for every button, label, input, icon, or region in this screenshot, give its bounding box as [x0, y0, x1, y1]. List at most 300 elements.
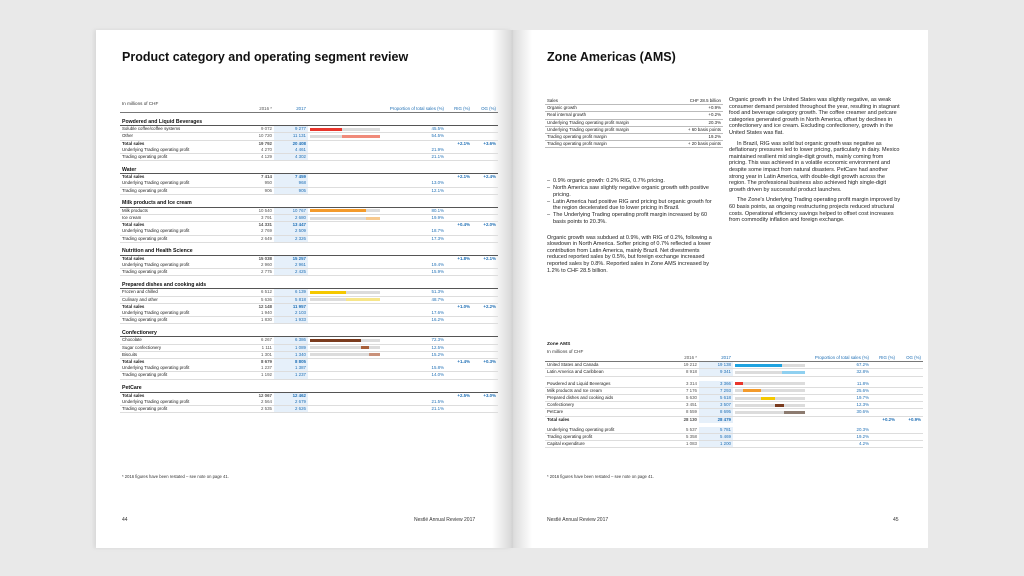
table-row	[120, 372, 498, 379]
og-value	[897, 381, 923, 388]
value-2016: 1 083	[665, 441, 699, 448]
value-2016: 2 960	[240, 262, 274, 269]
row-label: Total sales	[120, 392, 240, 399]
kpi-row	[545, 134, 723, 141]
row-label: Powdered and Liquid Beverages	[545, 381, 665, 388]
row-label: Total sales	[120, 255, 240, 262]
share-percent: 21.1%	[420, 154, 446, 161]
value-2016: 19 212	[665, 362, 699, 369]
value-2017: 2 425	[274, 269, 308, 276]
table-row	[545, 369, 923, 376]
header-2016: 2016 *	[665, 355, 699, 362]
share-bar-cell	[308, 140, 420, 147]
row-label: Other	[120, 133, 240, 140]
share-bar-cell	[308, 180, 420, 187]
running-footer-right: Nestlé Annual Review 2017	[547, 517, 609, 523]
row-label: Trading operating profit	[120, 235, 240, 242]
value-2017: 3 366	[699, 381, 733, 388]
row-label: Ice cream	[120, 215, 240, 222]
table-row	[545, 402, 923, 409]
kpi-label: Underlying Trading operating profit margin	[545, 126, 649, 133]
highlight-item: – 0.9% organic growth: 0.2% RIG, 0.7% pricing.	[547, 178, 717, 185]
value-2016: 7 414	[240, 174, 274, 181]
og-value	[472, 289, 498, 296]
share-bar-fill	[775, 404, 784, 407]
share-bar-cell	[308, 317, 420, 324]
value-2017: 9 277	[274, 126, 308, 133]
table-row	[545, 427, 923, 434]
share-bar-cell	[733, 409, 845, 416]
kpi-row	[545, 141, 723, 148]
value-2016: 6 267	[240, 337, 274, 344]
page-title-right: Zone Americas (AMS)	[547, 50, 676, 64]
og-value	[897, 434, 923, 441]
section-header	[120, 161, 498, 174]
share-percent: 72.3%	[420, 337, 446, 344]
paragraph-brazil: In Brazil, RIG was solid but organic growth was negative as deflationary pressures led to lower pricing, particularly in dairy. Mexico maintained resilient mid single-digit growth, mainly coming from pricing. This was achieved in a volatile economic environment and despite some impact from natural disasters. PetCare had another strong year in Latin America, with double-digit growth across the region. The professional business also achieved high single-digit growth driven by successful product launches.	[729, 140, 900, 193]
share-percent: 32.8%	[845, 369, 871, 376]
row-label: Trading operating profit	[120, 187, 240, 194]
share-bar-cell	[308, 187, 420, 194]
table-row	[120, 133, 498, 140]
value-2016: 2 769	[240, 228, 274, 235]
rig-value: +1.0%	[446, 303, 472, 310]
header-2016: 2016 *	[240, 106, 274, 113]
row-label: Underlying Trading operating profit	[120, 262, 240, 269]
share-percent: 11.8%	[845, 381, 871, 388]
highlight-item: – Latin America had positive RIG and pricing but organic growth for the region decelerated due to lower pricing in Brazil.	[547, 199, 717, 212]
table-row	[120, 296, 498, 303]
share-percent: 18.7%	[420, 228, 446, 235]
og-value	[897, 427, 923, 434]
rig-value: +2.5%	[446, 392, 472, 399]
share-bar-track	[735, 382, 805, 385]
row-label: United States and Canada	[545, 362, 665, 369]
value-2017: 5 781	[699, 427, 733, 434]
table-row	[120, 207, 498, 214]
value-2017: 15 257	[274, 255, 308, 262]
share-percent: 21.1%	[420, 406, 446, 413]
kpi-label: Trading operating profit margin	[545, 134, 649, 141]
row-label: Trading operating profit	[120, 406, 240, 413]
value-2017: 2 509	[274, 228, 308, 235]
table-row	[545, 409, 923, 416]
table-row	[120, 126, 498, 133]
share-bar-cell	[733, 387, 845, 394]
rig-value	[871, 427, 897, 434]
section-title: Nutrition and Health Science	[120, 242, 498, 255]
rig-value	[871, 362, 897, 369]
row-label: Milk products and Ice cream	[545, 387, 665, 394]
share-bar-cell	[733, 395, 845, 402]
share-bar-cell	[733, 362, 845, 369]
value-2017: 2 626	[274, 406, 308, 413]
og-value: +2.2%	[472, 303, 498, 310]
value-2017: 8 695	[699, 409, 733, 416]
kpi-value: +0.9%	[649, 105, 723, 112]
kpi-row	[545, 126, 723, 133]
share-bar-fill	[310, 339, 361, 342]
share-bar-cell	[308, 303, 420, 310]
rig-value	[446, 289, 472, 296]
row-label: Underlying Trading operating profit	[120, 365, 240, 372]
row-label: Total sales	[120, 303, 240, 310]
share-bar-fill	[735, 382, 743, 385]
table-row	[545, 395, 923, 402]
share-bar-cell	[308, 126, 420, 133]
share-bar-fill	[361, 346, 370, 349]
rig-value: +1.4%	[446, 359, 472, 366]
section-header	[120, 194, 498, 207]
section-header	[120, 113, 498, 126]
total-row	[120, 255, 498, 262]
og-value	[897, 441, 923, 448]
og-value	[472, 372, 498, 379]
og-value	[472, 365, 498, 372]
table-row	[120, 351, 498, 358]
value-2016: 4 129	[240, 154, 274, 161]
rig-value	[446, 262, 472, 269]
share-bar-fill	[310, 128, 342, 131]
kpi-value: CHF 28.5 billion	[649, 98, 723, 105]
share-percent: 20.3%	[845, 427, 871, 434]
table-header-row	[545, 355, 923, 362]
value-2016: 12 148	[240, 303, 274, 310]
share-bar-cell	[308, 337, 420, 344]
share-bar-cell	[733, 416, 845, 423]
share-bar-fill	[784, 411, 805, 414]
table-row	[120, 147, 498, 154]
value-2017: 2 679	[274, 399, 308, 406]
value-2016: 19 792	[240, 140, 274, 147]
table-row	[120, 289, 498, 296]
rig-value	[446, 126, 472, 133]
value-2017: 5 818	[274, 296, 308, 303]
share-percent	[420, 174, 446, 181]
rig-value	[446, 147, 472, 154]
header-2017: 2017	[699, 355, 733, 362]
rig-value: +2.1%	[446, 174, 472, 181]
share-percent: 12.3%	[845, 402, 871, 409]
value-2016: 2 649	[240, 235, 274, 242]
value-2016: 8 918	[665, 369, 699, 376]
value-2017: 968	[274, 180, 308, 187]
share-percent: 21.5%	[420, 399, 446, 406]
share-bar-track	[310, 346, 380, 349]
value-2016: 4 270	[240, 147, 274, 154]
row-label: Underlying Trading operating profit	[120, 228, 240, 235]
highlights-list	[547, 178, 717, 226]
share-bar-cell	[308, 262, 420, 269]
kpi-row	[545, 105, 723, 112]
share-bar-cell	[308, 399, 420, 406]
value-2016: 10 540	[240, 207, 274, 214]
share-bar-fill	[761, 397, 775, 400]
value-2017: 4 302	[274, 154, 308, 161]
share-percent	[420, 140, 446, 147]
value-2017: 7 459	[274, 174, 308, 181]
total-row	[120, 303, 498, 310]
og-value	[472, 215, 498, 222]
value-2017: 2 103	[274, 310, 308, 317]
value-2017: 12 462	[274, 392, 308, 399]
og-value	[472, 187, 498, 194]
total-row	[545, 416, 923, 423]
rig-value	[871, 441, 897, 448]
og-value: +2.1%	[472, 255, 498, 262]
value-2016: 15 038	[240, 255, 274, 262]
rig-value	[446, 310, 472, 317]
og-value: +0.9%	[897, 416, 923, 423]
share-bar-cell	[308, 392, 420, 399]
rig-value	[446, 215, 472, 222]
header-og: OG (%)	[897, 355, 923, 362]
product-category-table	[120, 106, 498, 413]
rig-value	[446, 180, 472, 187]
row-label: Underlying Trading operating profit	[545, 427, 665, 434]
kpi-value: +0.2%	[649, 112, 723, 119]
unit-label-left: In millions of CHF	[122, 101, 159, 106]
running-footer-left: Nestlé Annual Review 2017	[414, 517, 476, 523]
rig-value	[871, 381, 897, 388]
share-bar-cell	[308, 222, 420, 229]
table-row	[120, 269, 498, 276]
value-2016: 906	[240, 187, 274, 194]
kpi-value: + 20 basis points	[649, 141, 723, 148]
rig-value: +0.4%	[446, 222, 472, 229]
share-percent: 15.2%	[420, 351, 446, 358]
share-percent: 19.4%	[420, 262, 446, 269]
og-value	[897, 387, 923, 394]
row-label: Total sales	[545, 416, 665, 423]
share-percent	[420, 255, 446, 262]
share-bar-cell	[733, 369, 845, 376]
page-number-right: 45	[893, 517, 899, 523]
header-rig: RIG (%)	[871, 355, 897, 362]
kpi-row	[545, 112, 723, 119]
share-bar-cell	[733, 441, 845, 448]
total-row	[120, 222, 498, 229]
highlight-item: – The Underlying Trading operating profit margin increased by 60 basis points to 20.3%.	[547, 212, 717, 225]
share-percent	[420, 392, 446, 399]
section-title: Prepared dishes and cooking aids	[120, 276, 498, 289]
rig-value	[871, 402, 897, 409]
rig-value	[871, 409, 897, 416]
share-bar-cell	[733, 434, 845, 441]
total-row	[120, 140, 498, 147]
value-2017: 6 386	[274, 337, 308, 344]
og-value	[472, 337, 498, 344]
table-row	[120, 262, 498, 269]
og-value	[472, 344, 498, 351]
table-row	[120, 187, 498, 194]
zone-ams-table	[545, 355, 923, 448]
value-2016: 1 237	[240, 365, 274, 372]
og-value	[472, 180, 498, 187]
rig-value	[446, 406, 472, 413]
value-2016: 2 564	[240, 399, 274, 406]
share-bar-cell	[308, 296, 420, 303]
og-value: +0.3%	[472, 359, 498, 366]
header-rig: RIG (%)	[446, 106, 472, 113]
share-bar-fill	[310, 291, 346, 294]
og-value	[472, 228, 498, 235]
share-bar-cell	[308, 154, 420, 161]
table-row	[120, 344, 498, 351]
row-label: Underlying Trading operating profit	[120, 399, 240, 406]
table-row	[120, 180, 498, 187]
share-bar-fill	[369, 353, 380, 356]
rig-value	[446, 351, 472, 358]
value-2016: 28 130	[665, 416, 699, 423]
table-row	[120, 215, 498, 222]
rig-value	[446, 133, 472, 140]
kpi-value: + 60 basis points	[649, 126, 723, 133]
row-label: Total sales	[120, 222, 240, 229]
value-2017: 19 138	[699, 362, 733, 369]
value-2016: 12 067	[240, 392, 274, 399]
share-bar-cell	[308, 207, 420, 214]
share-bar-cell	[733, 381, 845, 388]
share-percent	[420, 222, 446, 229]
row-label: Total sales	[120, 174, 240, 181]
share-percent: 14.0%	[420, 372, 446, 379]
share-percent: 51.3%	[420, 289, 446, 296]
section-header	[120, 276, 498, 289]
kpi-value: 20.3%	[649, 119, 723, 126]
share-percent	[420, 303, 446, 310]
share-percent: 67.2%	[845, 362, 871, 369]
share-percent: 15.8%	[420, 365, 446, 372]
paragraph-margin: The Zone's Underlying Trading operating profit margin improved by 60 basis points, as ongoing restructuring projects reduced structural costs. Operational efficiency savings helped to offset cost increases from commodity inflation and foreign exchange.	[729, 197, 901, 224]
table-row	[120, 154, 498, 161]
og-value	[472, 317, 498, 324]
value-2017: 3 507	[699, 402, 733, 409]
header-og: OG (%)	[472, 106, 498, 113]
share-percent: 13.0%	[420, 180, 446, 187]
row-label: Underlying Trading operating profit	[120, 180, 240, 187]
og-value	[472, 406, 498, 413]
table-row	[120, 406, 498, 413]
share-bar-cell	[308, 269, 420, 276]
share-bar-cell	[308, 351, 420, 358]
share-bar-fill	[735, 364, 782, 367]
value-2016: 950	[240, 180, 274, 187]
header-share: Proportion of total sales (%)	[733, 355, 871, 362]
row-label: Confectionery	[545, 402, 665, 409]
total-row	[120, 359, 498, 366]
share-bar-fill	[346, 298, 380, 301]
row-label: Soluble coffee/coffee systems	[120, 126, 240, 133]
row-label: Sugar confectionery	[120, 344, 240, 351]
rig-value	[446, 154, 472, 161]
share-bar-cell	[308, 255, 420, 262]
og-value	[472, 235, 498, 242]
og-value	[897, 395, 923, 402]
row-label: Chocolate	[120, 337, 240, 344]
rig-value	[446, 317, 472, 324]
value-2016: 9 072	[240, 126, 274, 133]
row-label: Total sales	[120, 359, 240, 366]
share-bar-fill	[310, 209, 366, 212]
value-2017: 20 408	[274, 140, 308, 147]
value-2016: 3 314	[665, 381, 699, 388]
row-label: Trading operating profit	[120, 269, 240, 276]
table-row	[120, 235, 498, 242]
share-bar-fill	[366, 217, 380, 220]
value-2016: 6 512	[240, 289, 274, 296]
total-row	[120, 392, 498, 399]
value-2016: 1 830	[240, 317, 274, 324]
row-label: Frozen and chilled	[120, 289, 240, 296]
share-percent: 48.7%	[420, 296, 446, 303]
share-percent: 15.9%	[420, 269, 446, 276]
value-2017: 10 767	[274, 207, 308, 214]
share-percent: 19.7%	[845, 395, 871, 402]
share-percent: 21.9%	[420, 147, 446, 154]
share-percent: 30.6%	[845, 409, 871, 416]
rig-value	[446, 228, 472, 235]
text-column-right	[729, 97, 901, 228]
share-bar-fill	[743, 389, 761, 392]
share-percent: 12.5%	[420, 344, 446, 351]
rig-value	[446, 269, 472, 276]
share-percent: 12.1%	[420, 187, 446, 194]
value-2016: 10 720	[240, 133, 274, 140]
book-gutter	[492, 30, 532, 548]
rig-value	[871, 387, 897, 394]
value-2017: 5 618	[699, 395, 733, 402]
section-title: Water	[120, 161, 498, 174]
kpi-label: Trading operating profit margin	[545, 141, 649, 148]
share-percent: 19.2%	[845, 434, 871, 441]
value-2017: 1 237	[274, 372, 308, 379]
og-value	[472, 351, 498, 358]
share-percent: 54.5%	[420, 133, 446, 140]
value-2016: 1 940	[240, 310, 274, 317]
table-row	[120, 399, 498, 406]
rig-value	[446, 372, 472, 379]
kpi-row	[545, 119, 723, 126]
share-percent: 17.3%	[420, 235, 446, 242]
share-bar-cell	[308, 228, 420, 235]
og-value	[472, 310, 498, 317]
rig-value	[446, 337, 472, 344]
og-value: +3.6%	[472, 140, 498, 147]
share-bar-cell	[308, 365, 420, 372]
kpi-label: Underlying Trading operating profit margin	[545, 119, 649, 126]
og-value	[472, 147, 498, 154]
share-bar-cell	[308, 359, 420, 366]
rig-value	[871, 369, 897, 376]
row-label: Biscuits	[120, 351, 240, 358]
row-label: Trading operating profit	[120, 154, 240, 161]
share-bar-cell	[308, 235, 420, 242]
value-2016: 14 331	[240, 222, 274, 229]
og-value	[472, 296, 498, 303]
share-bar-cell	[308, 289, 420, 296]
kpi-label: Organic growth	[545, 105, 649, 112]
section-header	[120, 379, 498, 392]
share-bar-track	[735, 404, 805, 407]
table-row	[120, 337, 498, 344]
og-value	[472, 133, 498, 140]
section-title: Milk products and Ice cream	[120, 194, 498, 207]
share-bar-cell	[733, 427, 845, 434]
og-value	[897, 362, 923, 369]
value-2017: 6 139	[274, 289, 308, 296]
highlight-item: – North America saw slightly negative organic growth with positive pricing.	[547, 185, 717, 198]
